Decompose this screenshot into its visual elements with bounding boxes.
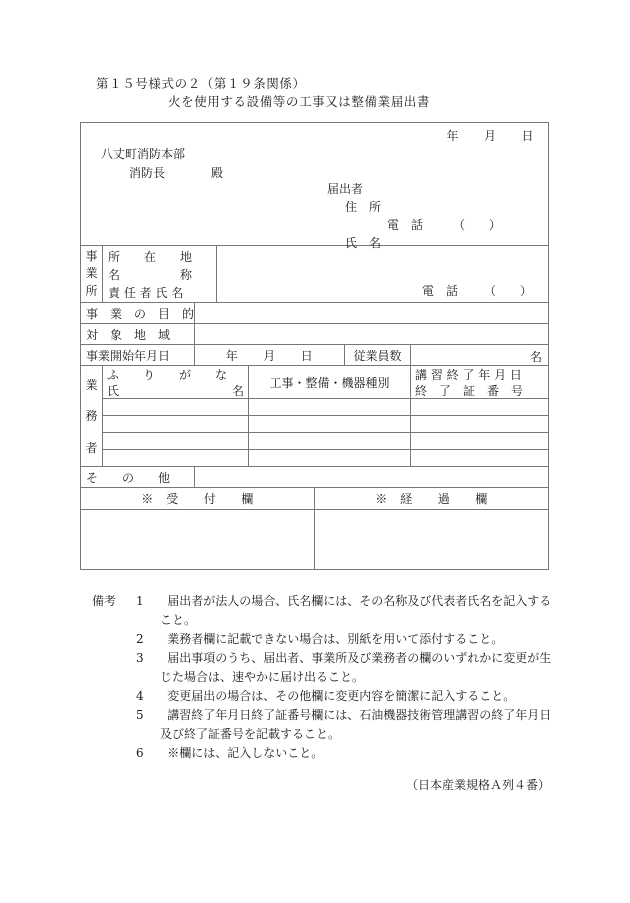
worker-name-label: [107, 382, 244, 398]
progress-column-label: ※ 経 過 欄: [315, 488, 549, 509]
establishment-tel-line: [422, 282, 532, 299]
worker-name-cell[interactable]: [103, 433, 249, 449]
paper-standard-note: （日本産業規格Ａ列４番）: [405, 778, 550, 792]
business-purpose-row: [81, 303, 549, 324]
target-area-label: [81, 324, 195, 344]
table-row: [103, 415, 549, 432]
remark-item-1: [92, 592, 562, 630]
header-block-row: [81, 123, 549, 250]
remark-item-4: [92, 687, 562, 706]
worker-furigana-label: ふ り が な: [107, 367, 228, 382]
page-title: 火を使用する設備等の工事又は整備業届出書: [168, 94, 431, 109]
other-notes-label: [81, 467, 195, 487]
business-purpose-value[interactable]: [195, 303, 549, 323]
receipt-column-label: ※ 受 付 欄: [81, 488, 315, 509]
worker-certificate-cell[interactable]: [411, 450, 549, 466]
start-date-row: [81, 345, 549, 366]
form-number: 第１５号様式の２（第１９条関係）: [96, 76, 306, 91]
workers-side-label: [81, 366, 103, 466]
remark-number: 5: [136, 708, 144, 722]
worker-type-cell[interactable]: [249, 416, 411, 432]
workers-char-3: 者: [85, 440, 98, 455]
remark-text: 業務者欄に記載できない場合は、別紙を用いて添付すること。: [167, 632, 504, 646]
remark-item-3: [92, 649, 562, 687]
table-row: [103, 432, 549, 449]
fire-department-name: 八丈町消防本部: [101, 147, 186, 161]
remark-item-2: [92, 630, 562, 649]
honorific-label: 殿: [211, 166, 224, 180]
table-row: [103, 398, 549, 415]
remark-text: 届出事項のうち、届出者、事業所及び業務者の欄のいずれかに変更が生じた場合は、速やかに届け出ること。: [160, 651, 552, 684]
establishment-location-label: 所 在 地: [108, 249, 193, 264]
establishment-tel-parens: （ ）: [484, 284, 533, 298]
worker-certificate-cell[interactable]: [411, 399, 549, 415]
notification-form-table: [80, 122, 549, 570]
receipt-input-area[interactable]: [81, 510, 315, 569]
remark-text: 変更届出の場合は、その他欄に変更内容を簡潔に記入すること。: [167, 689, 516, 703]
establishment-row: [81, 246, 549, 303]
remark-number: 2: [136, 632, 144, 646]
establishment-char-3: 所: [85, 283, 98, 298]
worker-name-label-left: 氏: [107, 383, 120, 398]
remark-text: ※欄には、記入しないこと。: [167, 746, 324, 760]
establishment-char-1: 事: [85, 249, 98, 264]
business-purpose-label: [81, 303, 195, 323]
official-use-header-row: [81, 488, 549, 510]
worker-certificate-cell[interactable]: [411, 433, 549, 449]
establishment-name-label: 名 称: [108, 267, 193, 282]
worker-type-cell[interactable]: [249, 399, 411, 415]
applicant-tel-label: 電 話: [387, 218, 424, 232]
worker-name-label-right: 名: [231, 383, 244, 398]
other-notes-label-text: そ の 他: [86, 470, 171, 485]
worker-course-date-label: 講 習 終 了 年 月 日: [415, 367, 522, 382]
workers-section: [81, 366, 549, 467]
start-date-value[interactable]: 年 月 日: [195, 345, 345, 365]
other-notes-row: [81, 467, 549, 488]
establishment-tel-label: 電 話: [422, 284, 459, 298]
other-notes-value[interactable]: [195, 467, 549, 487]
addressee-applicant-block: [81, 123, 549, 250]
start-date-label: [81, 345, 195, 365]
workers-header-row: [103, 366, 549, 398]
remark-text: 講習終了年月日終了証番号欄には、石油機器技術管理講習の終了年月日及び終了証番号を記載すること。: [160, 708, 552, 741]
workers-table: [103, 366, 549, 466]
table-row: [103, 449, 549, 466]
establishment-side-label: [81, 246, 103, 302]
applicant-tel-parens: （ ）: [453, 218, 502, 232]
remark-number: 1: [136, 594, 144, 608]
worker-name-column-header: [103, 366, 249, 398]
establishment-char-2: 業: [85, 266, 98, 281]
worker-certificate-cell[interactable]: [411, 416, 549, 432]
target-area-row: [81, 324, 549, 345]
remark-item-5: [92, 706, 562, 744]
official-use-body-row: [81, 510, 549, 570]
remark-item-6: [92, 744, 562, 763]
worker-type-cell[interactable]: [249, 433, 411, 449]
remark-number: 4: [136, 689, 144, 703]
worker-certificate-number-label: 終 了 証 番 号: [415, 383, 524, 398]
worker-name-cell[interactable]: [103, 416, 249, 432]
establishment-field-labels: [103, 246, 217, 302]
business-purpose-label-text: 事 業 の 目 的: [86, 306, 195, 321]
worker-type-cell[interactable]: [249, 450, 411, 466]
workers-char-1: 業: [85, 378, 98, 393]
workers-char-2: 務: [85, 409, 98, 424]
worker-certificate-column-header: [411, 366, 549, 398]
worker-name-cell[interactable]: [103, 399, 249, 415]
establishment-input-area[interactable]: [217, 246, 549, 302]
remarks-label: 備考: [92, 594, 117, 608]
applicant-tel-line: [387, 216, 501, 233]
remark-number: 6: [136, 746, 144, 760]
target-area-value[interactable]: [195, 324, 549, 344]
remarks-section: [92, 592, 562, 763]
employee-count-value[interactable]: [411, 345, 549, 365]
establishment-manager-label: 責 任 者 氏 名: [108, 285, 184, 300]
progress-input-area[interactable]: [315, 510, 549, 569]
applicant-name-label: 氏 名: [345, 236, 382, 250]
remark-text: 届出者が法人の場合、氏名欄には、その名称及び代表者氏名を記入すること。: [160, 594, 552, 627]
employee-count-unit: 名: [529, 350, 542, 364]
worker-name-cell[interactable]: [103, 450, 249, 466]
applicant-address-label: 住 所: [345, 200, 382, 214]
submission-date-line: 年 月 日: [446, 129, 534, 143]
remark-number: 3: [136, 651, 144, 665]
fire-chief-line: [129, 164, 223, 181]
employee-count-label: 従業員数: [345, 345, 411, 365]
fire-chief-label: 消防長: [129, 166, 166, 180]
applicant-label: 届出者: [327, 182, 364, 196]
target-area-label-text: 対 象 地 域: [86, 327, 171, 342]
worker-type-column-header: 工事・整備・機器種別: [249, 366, 411, 398]
start-date-label-text: 事業開始年月日: [86, 348, 171, 363]
